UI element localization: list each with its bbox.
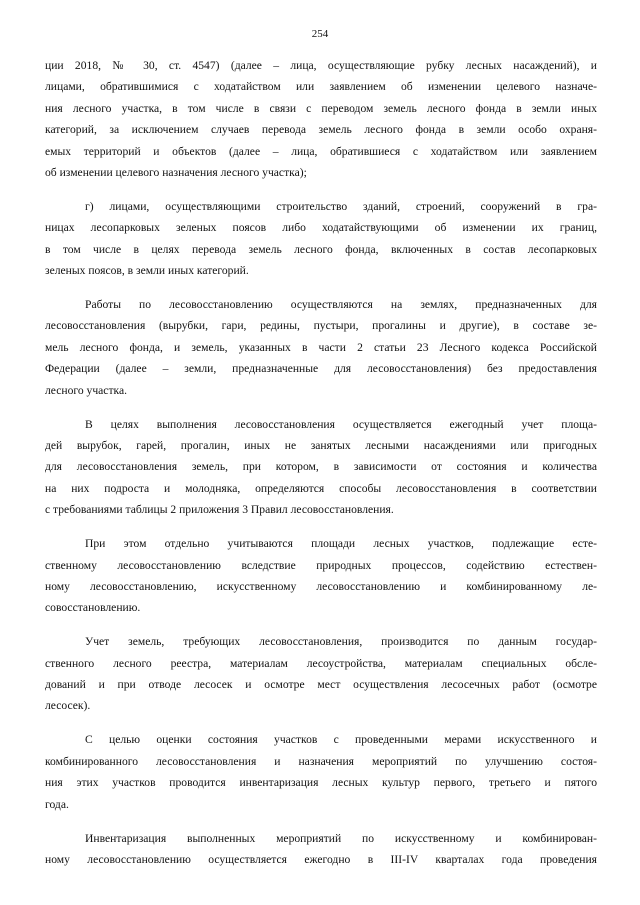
paragraph-land-accounting bbox=[45, 631, 597, 717]
text-line: Работы по лесовосстановлению осуществляются на землях, предназначенных для bbox=[85, 298, 597, 312]
text-line: Федерации (далее – земли, предназначенные для лесовосстановления) без предоставления bbox=[45, 362, 597, 376]
text-line: категорий, за исключением случаев перевода земель лесного фонда в земли особо охраня- bbox=[45, 123, 597, 137]
text-line: Инвентаризация выполненных мероприятий по искусственному и комбинирован- bbox=[85, 831, 597, 845]
text-line: года. bbox=[45, 797, 69, 811]
text-line: дей вырубок, гарей, прогалин, иных не занятых лесными насаждениями или пригодных bbox=[45, 439, 597, 452]
text-line: дований и при отводе лесосек и осмотре мест осуществления лесосечных работ (осмотре bbox=[45, 678, 597, 692]
text-line: с требованиями таблицы 2 приложения 3 Правил лесовосстановления. bbox=[45, 503, 394, 517]
paragraph-annual-accounting bbox=[45, 414, 597, 521]
text-line: емых территорий и объектов (далее – лица, обратившиеся с ходатайством или заявлением bbox=[45, 144, 597, 158]
paragraph-item-g bbox=[45, 196, 597, 282]
paragraph-continuation bbox=[45, 55, 597, 183]
page-number: 254 bbox=[311, 28, 329, 40]
text-line: на них подроста и молодняка, определяются способы лесовосстановления в соответствии bbox=[45, 481, 597, 495]
text-line: совосстановлению. bbox=[45, 601, 141, 615]
text-line: зеленых поясов, в земли иных категорий. bbox=[45, 264, 249, 278]
text-line: ственному лесовосстановлению вследствие природных процессов, содействию естествен- bbox=[45, 558, 597, 572]
text-line: ния лесного участка, в том числе в связи с переводом земель лесного фонда в земли иных bbox=[45, 101, 597, 115]
text-line: для лесовосстановления земель, при котором, в зависимости от состояния и количества bbox=[45, 460, 597, 474]
text-line: лесосек). bbox=[45, 699, 91, 713]
text-line: С целью оценки состояния участков с проведенными мерами искусственного и bbox=[85, 733, 597, 747]
paragraph-reforestation-works bbox=[45, 294, 597, 401]
text-line: ному лесовосстановлению осуществляется ежегодно в III-IV кварталах года проведения bbox=[45, 852, 597, 866]
text-line: об изменении целевого назначения лесного участка); bbox=[45, 166, 307, 180]
text-line: ции 2018, № 30, ст. 4547) (далее – лица, осуществляющие рубку лесных насаждений), и bbox=[45, 59, 597, 72]
paragraph-assessment bbox=[45, 729, 597, 815]
text-line: лесовосстановления (вырубки, гари, редины, пустыри, прогалины и другие), в составе зе- bbox=[45, 319, 597, 333]
text-line: В целях выполнения лесовосстановления осуществляется ежегодный учет площа- bbox=[85, 417, 597, 431]
text-line: ственного лесного реестра, материалам лесоустройства, материалам специальных обсле- bbox=[45, 656, 597, 670]
paragraph-separate-accounting bbox=[45, 533, 597, 619]
text-line: ному лесовосстановлению, искусственному лесовосстановлению и комбинированному ле- bbox=[45, 579, 597, 593]
text-line: г) лицами, осуществляющими строительство зданий, строений, сооружений в гра- bbox=[85, 199, 597, 213]
text-line: лицами, обратившимися с ходатайством или заявлением об изменении целевого назначе- bbox=[45, 80, 597, 94]
paragraph-inventory bbox=[45, 828, 597, 871]
text-line: в том числе в целях перевода земель лесного фонда, включенных в состав лесопарковых bbox=[45, 242, 597, 256]
text-line: комбинированного лесовосстановления и назначения мероприятий по улучшению состоя- bbox=[45, 754, 597, 768]
body-text bbox=[45, 55, 597, 883]
text-line: ницах лесопарковых зеленых поясов либо ходатайствующими об изменении их границ, bbox=[45, 221, 597, 235]
text-line: Учет земель, требующих лесовосстановления, производится по данным государ- bbox=[85, 635, 597, 649]
text-line: ния этих участков проводится инвентаризация лесных культур первого, третьего и пятого bbox=[45, 776, 597, 790]
text-line: При этом отдельно учитываются площади лесных участков, подлежащие есте- bbox=[85, 537, 597, 551]
text-line: лесного участка. bbox=[45, 383, 128, 397]
text-line: мель лесного фонда, и земель, указанных в части 2 статьи 23 Лесного кодекса Российской bbox=[45, 340, 597, 354]
